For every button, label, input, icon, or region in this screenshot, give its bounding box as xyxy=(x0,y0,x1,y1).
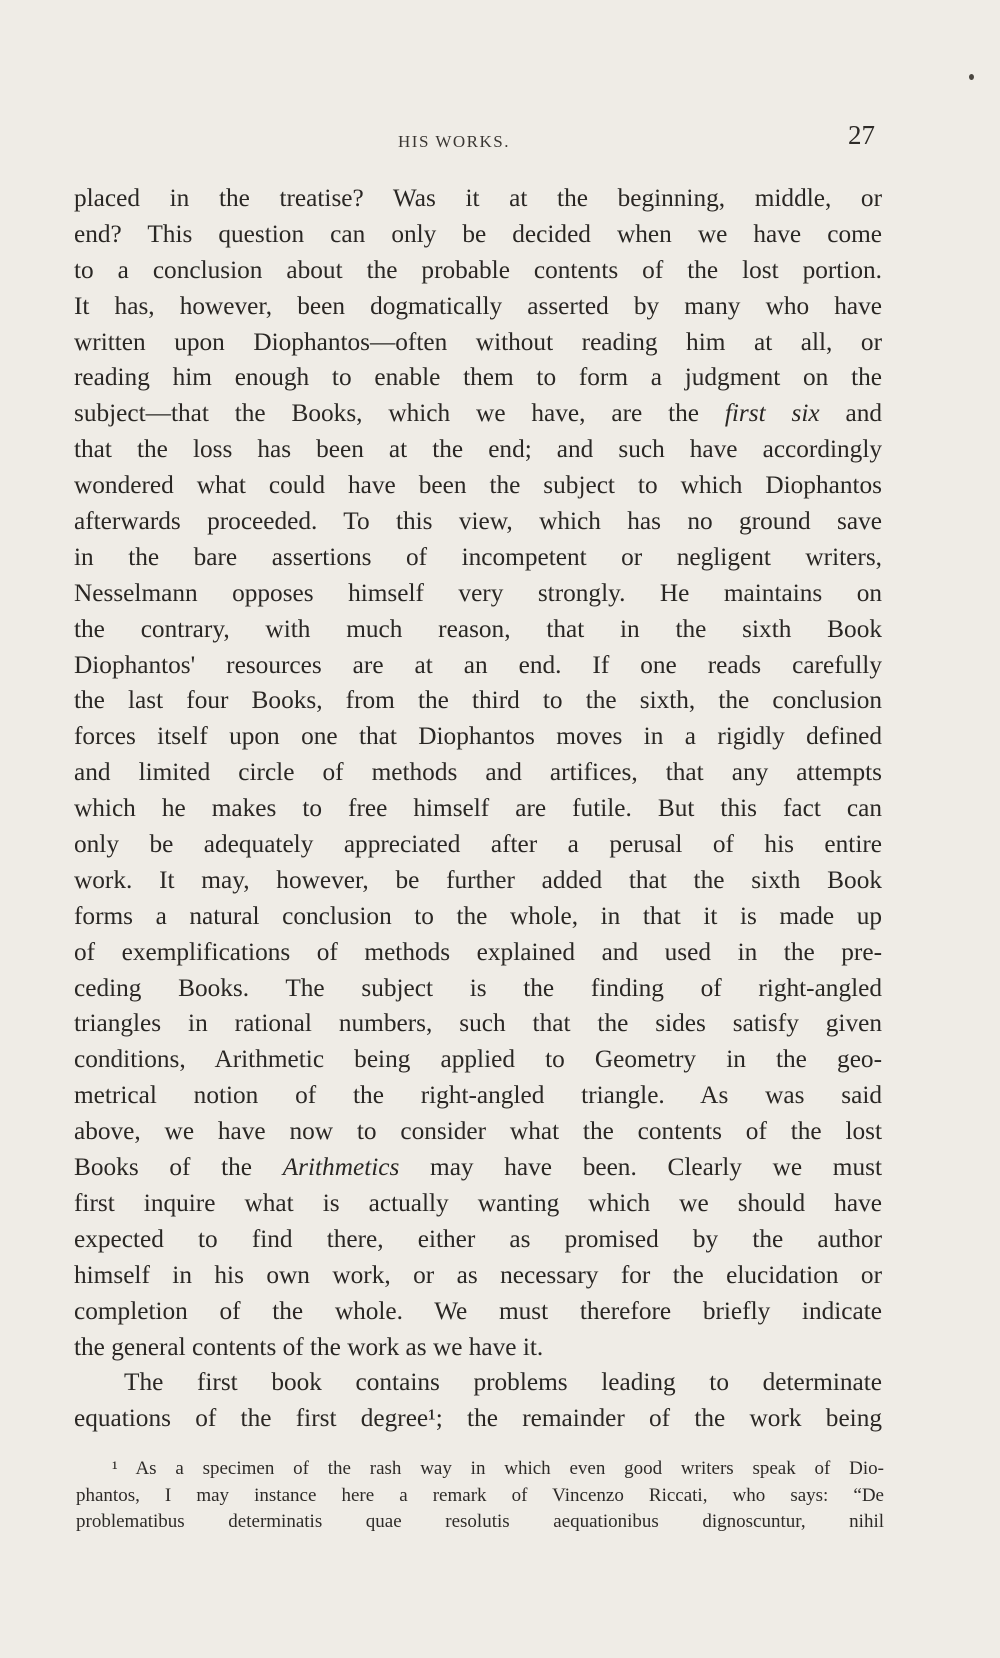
text-line: the contrary, with much reason, that in the sixth Book xyxy=(74,614,882,643)
footnote-line: problematibus determinatis quae resolutis aequationibus dignoscuntur, nihil xyxy=(76,1511,884,1532)
text-line: and limited circle of methods and artifices, that any attempts xyxy=(74,758,882,787)
text-line: end? This question can only be decided when we have come xyxy=(74,219,882,248)
footnote-line: phantos, I may instance here a remark of Vincenzo Riccati, who says: “De xyxy=(76,1484,884,1506)
running-title: HIS WORKS. xyxy=(398,132,510,151)
running-head xyxy=(76,120,882,160)
text-line: the last four Books, from the third to the sixth, the conclusion xyxy=(74,686,882,715)
text-line: ceding Books. The subject is the finding of right-angled xyxy=(74,973,882,1002)
text-line: Books of the Arithmetics may have been. Clearly we must xyxy=(74,1153,882,1182)
text-line: himself in his own work, or as necessary for the elucidation or xyxy=(74,1260,882,1289)
text-line: written upon Diophantos—often without reading him at all, or xyxy=(74,327,882,356)
text-line: expected to find there, either as promised by the author xyxy=(74,1224,882,1253)
text-line: work. It may, however, be further added that the sixth Book xyxy=(74,865,882,894)
text-line: wondered what could have been the subject to which Diophantos xyxy=(74,471,882,500)
text-line: in the bare assertions of incompetent or negligent writers, xyxy=(74,542,882,571)
text-line: reading him enough to enable them to form a judgment on the xyxy=(74,363,882,392)
text-line: Diophantos' resources are at an end. If one reads carefully xyxy=(74,650,882,679)
paragraph-first-line: The first book contains problems leading to determinate xyxy=(124,1368,882,1397)
text-line: completion of the whole. We must therefore briefly indicate xyxy=(74,1296,882,1325)
text-line: It has, however, been dogmatically asserted by many who have xyxy=(74,291,882,320)
text-line: metrical notion of the right-angled triangle. As was said xyxy=(74,1081,882,1110)
ink-speck xyxy=(969,74,974,80)
text-line: forms a natural conclusion to the whole, in that it is made up xyxy=(74,901,882,930)
text-line: to a conclusion about the probable contents of the lost portion. xyxy=(74,255,882,284)
text-line: placed in the treatise? Was it at the beginning, middle, or xyxy=(74,184,882,212)
paragraph-last-line: the general contents of the work as we have it. xyxy=(74,1332,544,1361)
page-number: 27 xyxy=(848,120,875,150)
text-line: forces itself upon one that Diophantos moves in a rigidly defined xyxy=(74,722,882,751)
text-line: which he makes to free himself are futile. But this fact can xyxy=(74,794,882,823)
text-line: subject—that the Books, which we have, are the first six and xyxy=(74,399,882,428)
footnote-line: ¹ As a specimen of the rash way in which even good writers speak of Dio- xyxy=(112,1458,884,1479)
text-line: that the loss has been at the end; and such have accordingly xyxy=(74,435,882,464)
text-line: first inquire what is actually wanting which we should have xyxy=(74,1188,882,1217)
body-text xyxy=(74,181,882,1437)
text-line: triangles in rational numbers, such that the sides satisfy given xyxy=(74,1009,882,1038)
text-line: above, we have now to consider what the contents of the lost xyxy=(74,1117,882,1146)
text-line: equations of the first degree¹; the remainder of the work being xyxy=(74,1404,882,1433)
footnote xyxy=(76,1456,884,1536)
text-line: of exemplifications of methods explained and used in the pre- xyxy=(74,937,882,966)
text-line: conditions, Arithmetic being applied to Geometry in the geo- xyxy=(74,1045,882,1074)
text-line: Nesselmann opposes himself very strongly. He maintains on xyxy=(74,578,882,607)
text-line: only be adequately appreciated after a perusal of his entire xyxy=(74,830,882,859)
text-line: afterwards proceeded. To this view, which has no ground save xyxy=(74,507,882,536)
